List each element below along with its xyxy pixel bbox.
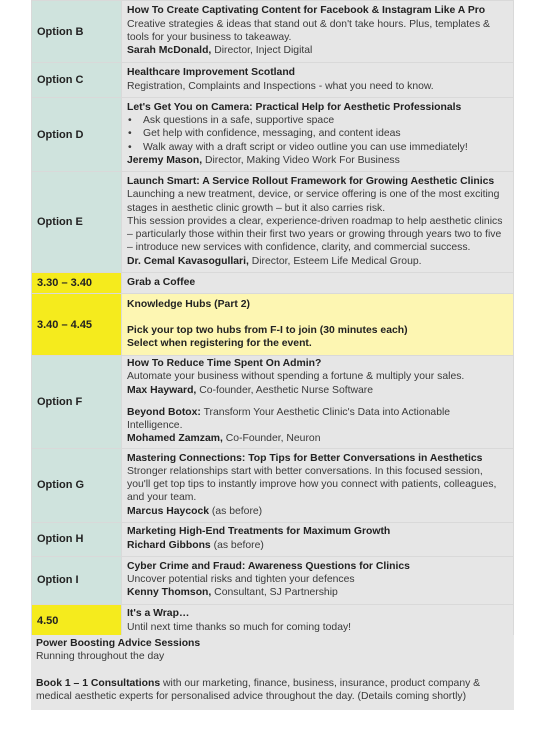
option-label: Option I: [32, 556, 122, 604]
speaker: [127, 384, 507, 397]
session-content: [122, 294, 514, 356]
wrap-up-row: [32, 604, 514, 638]
speaker-role: Director, Inject Digital: [211, 45, 313, 57]
speaker-name: Marcus Haycock: [127, 505, 210, 517]
session-content: [122, 556, 514, 604]
session-2-title: Beyond Botox:: [127, 406, 201, 418]
session-title: Grab a Coffee: [127, 276, 196, 288]
speaker-role: Director, Making Video Work For Business: [202, 154, 400, 166]
session-description: Creative strategies & ideas that stand out & don't take hours. Plus, templates & tools for your business to takeaway.: [127, 18, 490, 43]
session-row-option-h: [32, 522, 514, 556]
speaker-name: Sarah McDonald,: [127, 45, 212, 57]
time-label: 3.40 – 4.45: [32, 294, 122, 356]
session-title: Cyber Crime and Fraud: Awareness Questions for Clinics: [127, 560, 410, 572]
session-title: Launch Smart: A Service Rollout Framework for Growing Aesthetic Clinics: [127, 175, 495, 187]
session-description: Until next time thanks so much for coming today!: [127, 621, 352, 633]
option-label: Option C: [32, 63, 122, 98]
session-content: [122, 356, 514, 449]
session-row-option-b: [32, 1, 514, 63]
speaker: [127, 44, 507, 57]
speaker-name: Max Hayward,: [127, 384, 197, 396]
speaker-role: Co-Founder, Neuron: [222, 433, 321, 445]
session-content: [122, 172, 514, 273]
speaker-name: Richard Gibbons: [127, 539, 211, 551]
session-title: How To Reduce Time Spent On Admin?: [127, 358, 322, 369]
session-content: [122, 448, 514, 522]
hub-registration-note: Select when registering for the event.: [127, 338, 312, 350]
session-title: Let's Get You on Camera: Practical Help for Aesthetic Professionals: [127, 101, 462, 113]
footer-body: [36, 677, 508, 704]
speaker: [127, 505, 507, 518]
advice-sessions-footer: [31, 635, 514, 710]
session-description: Registration, Complaints and Inspections - what you need to know.: [127, 80, 434, 92]
session-row-option-f: [32, 356, 514, 449]
speaker-name: Jeremy Mason,: [127, 154, 203, 166]
footer-body-bold: Book 1 – 1 Consultations: [36, 677, 161, 689]
session-content: [122, 1, 514, 63]
time-label: 4.50: [32, 604, 122, 638]
session-row-option-c: [32, 63, 514, 98]
option-label: Option F: [32, 356, 122, 449]
session-content: [122, 604, 514, 638]
bullet-item: • Walk away with a draft script or video outline you can use immediately!: [127, 141, 507, 154]
session-content: [122, 273, 514, 294]
speaker-role: Director, Esteem Life Medical Group.: [248, 255, 422, 267]
session-bullets: [127, 114, 507, 154]
hub-instruction: Pick your top two hubs from F-I to join (30 minutes each): [127, 324, 408, 336]
session-description: Uncover potential risks and tighten your defences: [127, 574, 355, 586]
session-description: Automate your business without spending a fortune & multiply your sales.: [127, 371, 465, 383]
session-2: [127, 406, 507, 433]
option-label: Option D: [32, 98, 122, 172]
session-title: Mastering Connections: Top Tips for Better Conversations in Aesthetics: [127, 452, 483, 464]
session-content: [122, 63, 514, 98]
speaker-name: Mohamed Zamzam,: [127, 433, 223, 445]
session-row-option-e: [32, 172, 514, 273]
session-title: Healthcare Improvement Scotland: [127, 67, 296, 79]
bullet-item: • Ask questions in a safe, supportive space: [127, 114, 507, 127]
session-row-option-d: [32, 98, 514, 172]
speaker-role: (as before): [209, 505, 263, 517]
speaker-name: Dr. Cemal Kavasogullari,: [127, 255, 249, 267]
session-content: [122, 522, 514, 556]
session-title: How To Create Captivating Content for Facebook & Instagram Like A Pro: [127, 5, 486, 17]
session-description: Stronger relationships start with better conversations. In this focused session, you'll get top tips to instantly improve how you connect with patients, colleagues, and your team.: [127, 465, 497, 504]
session-title: Marketing High-End Treatments for Maximum Growth: [127, 526, 391, 538]
speaker: [127, 255, 507, 268]
session-title: Knowledge Hubs (Part 2): [127, 298, 250, 310]
speaker-2: [127, 432, 507, 445]
option-label: Option B: [32, 1, 122, 63]
speaker: [127, 586, 507, 599]
session-row-option-i: [32, 556, 514, 604]
knowledge-hubs-row: [32, 294, 514, 356]
speaker-role: Co-founder, Aesthetic Nurse Software: [196, 384, 374, 396]
speaker-role: Consultant, SJ Partnership: [211, 587, 338, 599]
footer-body-text: with our marketing, finance, business, insurance, product company & medical aesthetic experts for personalised advice throughout the day. (Details coming shortly): [36, 677, 481, 702]
option-label: Option E: [32, 172, 122, 273]
session-row-option-g: [32, 448, 514, 522]
session-title: It's a Wrap…: [127, 608, 190, 620]
footer-title: Power Boosting Advice Sessions: [36, 638, 201, 649]
bullet-item: • Get help with confidence, messaging, and content ideas: [127, 127, 507, 140]
footer-subtitle: Running throughout the day: [36, 651, 165, 663]
session-description-2: This session provides a clear, experience-driven roadmap to help aesthetic clinics – particularly those within their first two years or growing through years two to five – introduce new services with confidence, clarity, and commercial success.: [127, 215, 503, 254]
speaker-name: Kenny Thomson,: [127, 587, 212, 599]
option-label: Option G: [32, 448, 122, 522]
session-2-description: Transform Your Aesthetic Clinic's Data into Actionable Intelligence.: [127, 406, 451, 432]
speaker-role: (as before): [210, 539, 264, 551]
time-label: 3.30 – 3.40: [32, 273, 122, 294]
schedule-table: [31, 0, 514, 639]
session-description: Launching a new treatment, device, or service offering is one of the most exciting stages in aesthetic clinic growth – but it also carries risk.: [127, 189, 500, 214]
speaker: [127, 154, 507, 167]
option-label: Option H: [32, 522, 122, 556]
speaker: [127, 539, 507, 552]
session-content: [122, 98, 514, 172]
coffee-break-row: [32, 273, 514, 294]
